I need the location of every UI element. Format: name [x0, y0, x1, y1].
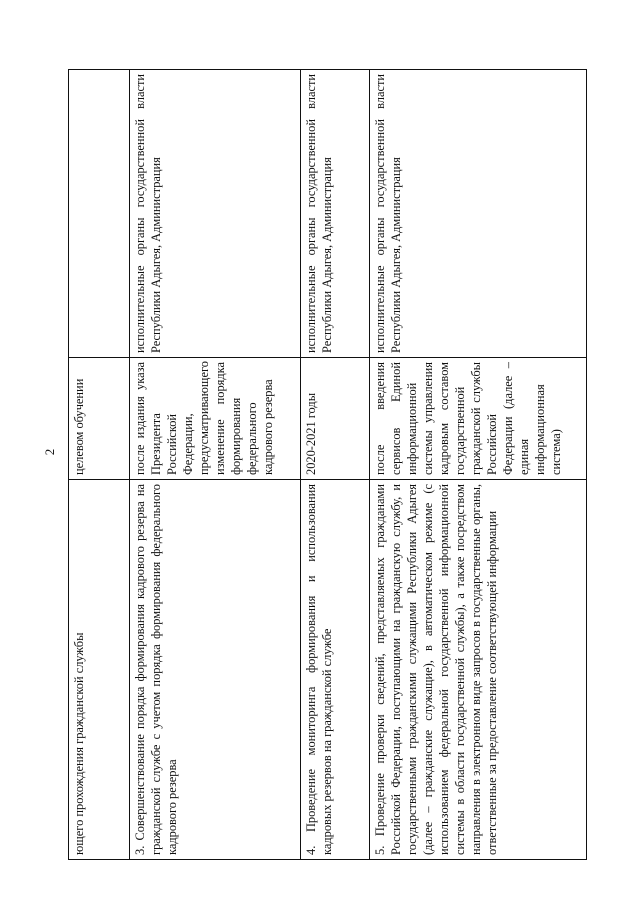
table-cell-measure: 4. Проведение мониторинга формирования и использования кадровых резервов на гражданской службе	[301, 480, 370, 860]
rotated-table-container	[68, 70, 588, 860]
table-cell-measure: 5. Проведение проверки сведений, представляемых гражданами Российской Федерации, поступающими на гражданскую службу, и государственными гражданскими служащими Республики Адыгея (далее – гражданские служащие), в автоматическом режиме (с использованием федеральной государственной информационной системы в области государственной службы), а также посредством направления в электронном виде запросов в государственные органы, ответственные за предоставление соответствующей информации	[370, 480, 587, 860]
table-cell-responsible: исполнительные органы государственной власти Республики Адыгея, Администрация	[370, 70, 587, 358]
table-cell-deadline: 2020-2021 годы	[301, 358, 370, 480]
table-cell-measure: ющего прохождения гражданской службы	[69, 480, 130, 860]
table-cell-responsible: исполнительные органы государственной власти Республики Адыгея, Администрация	[301, 70, 370, 358]
table-cell-responsible: исполнительные органы государственной власти Республики Адыгея, Администрация	[130, 70, 301, 358]
table-cell-measure: 3. Совершенствование порядка формирования кадрового резерва на гражданской службе с учетом порядка формирования федерального кадрового резерва	[130, 480, 301, 860]
table-row	[69, 70, 130, 860]
table-row	[130, 70, 301, 860]
table-row	[301, 70, 370, 860]
table-cell-deadline: после введения сервисов Единой информационной системы управления кадровым составом государственной гражданской службы Российской Федерации (далее – единая информационная система)	[370, 358, 587, 480]
table-row	[370, 70, 587, 860]
table-cell-responsible	[69, 70, 130, 358]
page-number: 2	[42, 448, 57, 456]
table-cell-deadline: целевом обучении	[69, 358, 130, 480]
table-cell-deadline: после издания указа Президента Российской Федерации, предусматривающего изменение порядка формирования федерального кадрового резерва	[130, 358, 301, 480]
plan-table	[68, 69, 587, 860]
